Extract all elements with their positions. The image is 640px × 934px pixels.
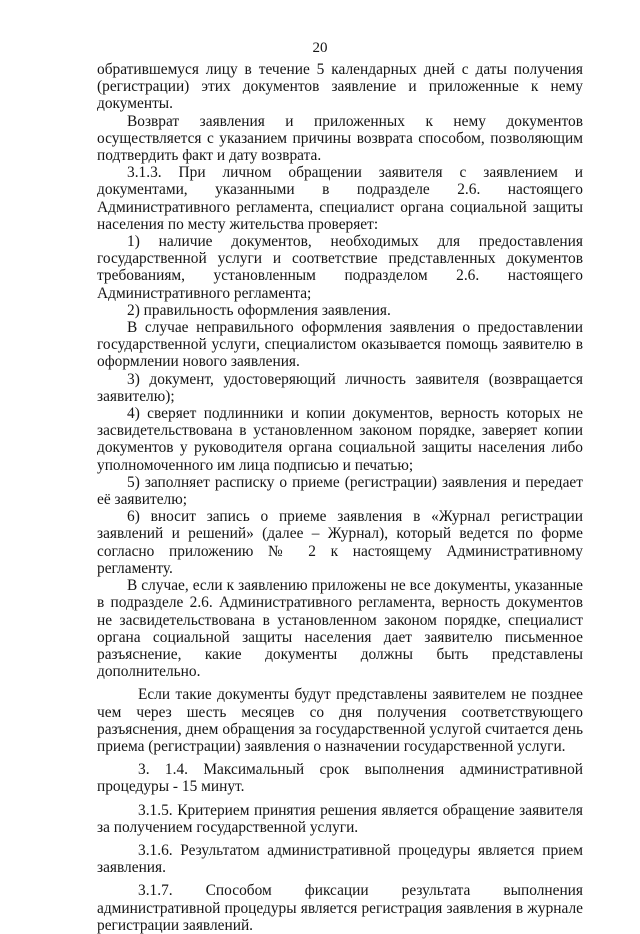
paragraph: 4) сверяет подлинники и копии документов, верность которых не засвидетельствована в установленном законом порядке, заверяет копии документов у руководителя органа социальной защиты населения либо уполномоченного им лица подписью и печатью; (97, 405, 583, 474)
paragraph: обратившемуся лицу в течение 5 календарных дней с даты получения (регистрации) этих документов заявление и приложенные к нему документы. (97, 61, 583, 113)
paragraph: В случае, если к заявлению приложены не все документы, указанные в подразделе 2.6. Административного регламента, верность документов не засвидетельствована в установленном законом порядке, специалист органа социальной защиты населения дает заявителю письменное разъяснение, какие документы должны быть представлены дополнительно. (97, 577, 583, 681)
paragraph: 2) правильность оформления заявления. (127, 301, 391, 319)
paragraph: 3.1.3. При личном обращении заявителя с заявлением и документами, указанными в подразделе 2.6. настоящего Административного регламента, специалист органа социальной защиты населения по месту жительства проверяет: (97, 164, 583, 233)
paragraph: 3. 1.4. Максимальный срок выполнения административной процедуры - 15 минут. (97, 761, 583, 796)
paragraph: 3.1.7. Способом фиксации результата выполнения административной процедуры является регистрация заявления в журнале регистрации заявлений. (97, 882, 583, 934)
paragraph: Если такие документы будут представлены заявителем не позднее чем через шесть месяцев со дня получения соответствующего разъяснения, днем обращения за государственной услугой считается день приема (регистрации) заявления о назначении государственной услуги. (97, 686, 583, 755)
document-body (97, 61, 583, 934)
page-number: 20 (312, 40, 328, 56)
paragraph: 1) наличие документов, необходимых для предоставления государственной услуги и соответствие представленных документов требованиям, установленным подразделом 2.6. настоящего Административного регламента; (97, 233, 583, 302)
paragraph: 5) заполняет расписку о приеме (регистрации) заявления и передает её заявителю; (97, 473, 583, 509)
paragraph: В случае неправильного оформления заявления о предоставлении государственной услуги, специалистом оказывается помощь заявителю в оформлении нового заявления. (97, 319, 583, 371)
paragraph: 3) документ, удостоверяющий личность заявителя (возвращается заявителю); (97, 370, 583, 405)
paragraph: 6) вносит запись о приеме заявления в «Журнал регистрации заявлений и решений» (далее – Журнал), который ведется по форме согласно приложению № 2 к настоящему Административному регламенту. (97, 508, 583, 577)
paragraph: 3.1.6. Результатом административной процедуры является прием заявления. (97, 841, 583, 877)
paragraph: Возврат заявления и приложенных к нему документов осуществляется с указанием причины возврата способом, позволяющим подтвердить факт и дату возврата. (97, 112, 583, 165)
paragraph: 3.1.5. Критерием принятия решения является обращение заявителя за получением государственной услуги. (97, 801, 583, 836)
